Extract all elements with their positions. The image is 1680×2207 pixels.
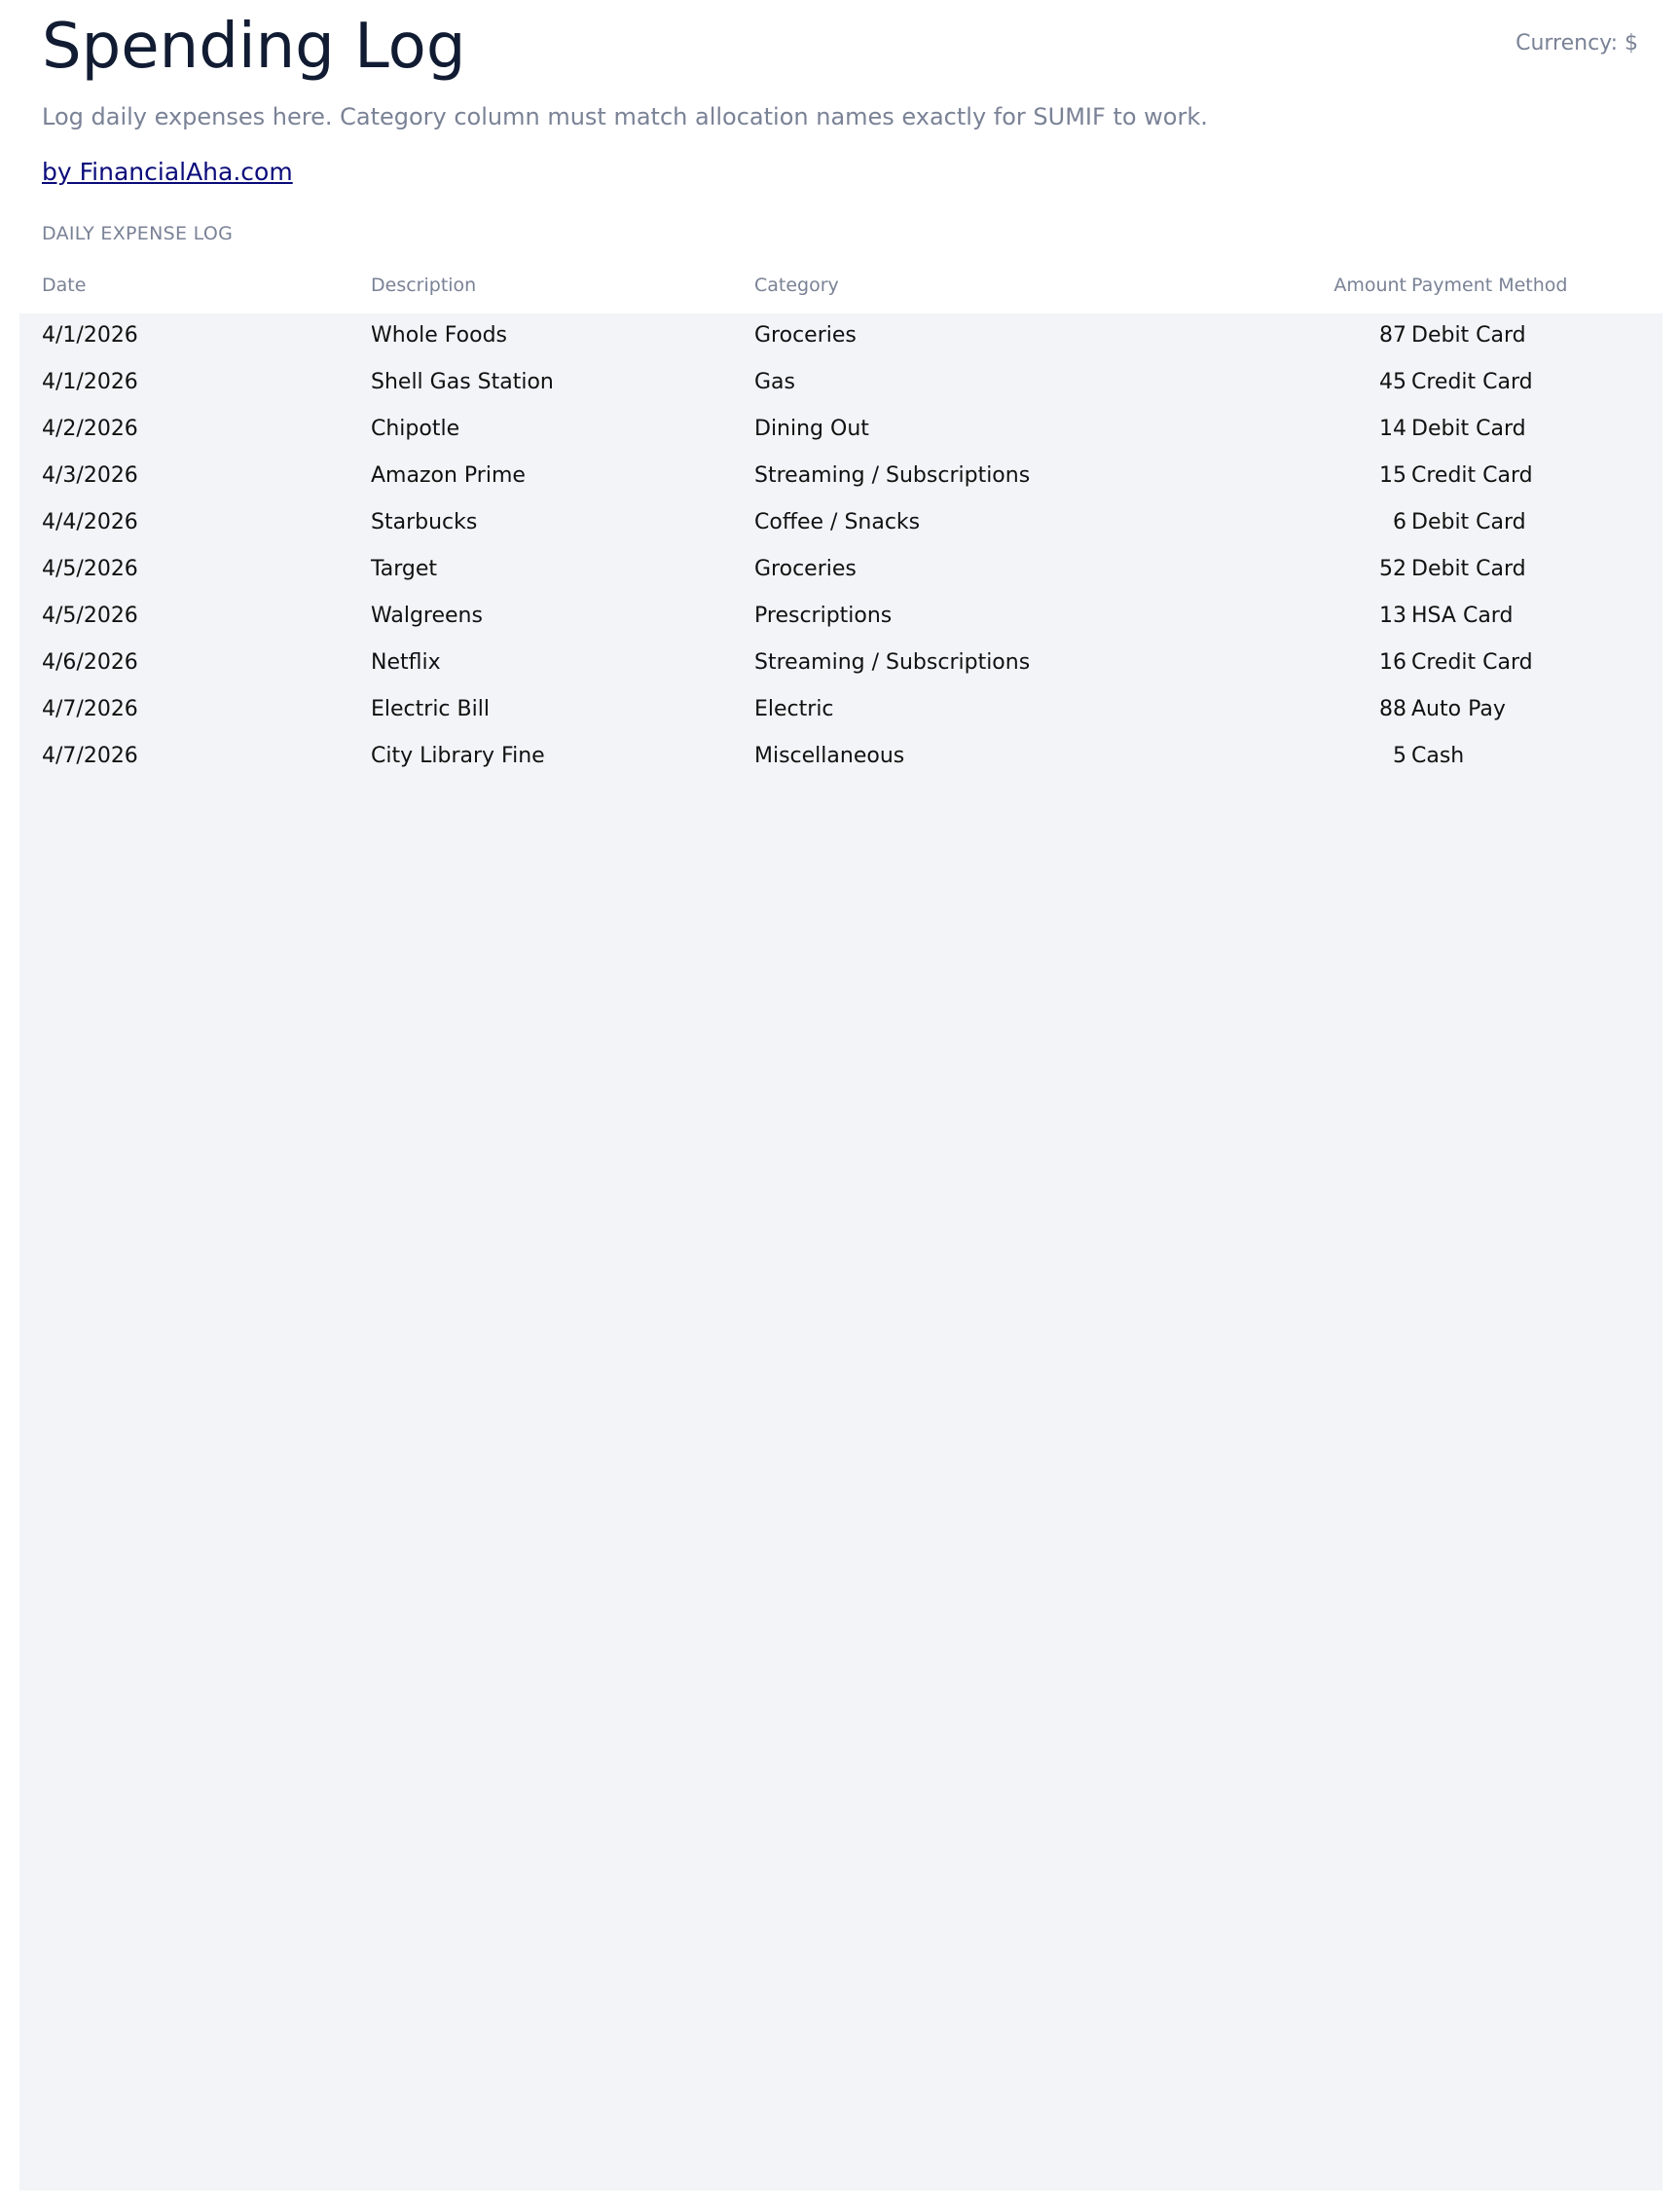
column-header-date: Date	[42, 275, 87, 296]
cell-amount[interactable]: 45	[1379, 370, 1406, 394]
table-row	[19, 407, 1662, 454]
cell-date[interactable]: 4/4/2026	[42, 510, 138, 534]
cell-date[interactable]: 4/5/2026	[42, 604, 138, 628]
cell-amount[interactable]: 16	[1379, 650, 1406, 675]
cell-description[interactable]: Walgreens	[371, 604, 483, 628]
cell-description[interactable]: Amazon Prime	[371, 463, 526, 488]
cell-category[interactable]: Streaming / Subscriptions	[754, 650, 1031, 675]
cell-payment-method[interactable]: Debit Card	[1411, 557, 1526, 581]
cell-description[interactable]: Chipotle	[371, 417, 460, 441]
cell-payment-method[interactable]: Cash	[1411, 744, 1465, 768]
page-title: Spending Log	[42, 11, 466, 83]
cell-category[interactable]: Streaming / Subscriptions	[754, 463, 1031, 488]
cell-payment-method[interactable]: Debit Card	[1411, 417, 1526, 441]
cell-amount[interactable]: 13	[1379, 604, 1406, 628]
cell-category[interactable]: Miscellaneous	[754, 744, 905, 768]
cell-description[interactable]: Starbucks	[371, 510, 478, 534]
cell-date[interactable]: 4/2/2026	[42, 417, 138, 441]
expense-table-body	[19, 313, 1662, 2190]
cell-description[interactable]: City Library Fine	[371, 744, 545, 768]
cell-date[interactable]: 4/7/2026	[42, 744, 138, 768]
table-row	[19, 594, 1662, 641]
cell-category[interactable]: Electric	[754, 697, 834, 721]
cell-description[interactable]: Netflix	[371, 650, 441, 675]
cell-payment-method[interactable]: Auto Pay	[1411, 697, 1506, 721]
cell-date[interactable]: 4/1/2026	[42, 323, 138, 348]
cell-category[interactable]: Groceries	[754, 323, 857, 348]
cell-category[interactable]: Coffee / Snacks	[754, 510, 921, 534]
cell-amount[interactable]: 87	[1379, 323, 1406, 348]
cell-category[interactable]: Gas	[754, 370, 795, 394]
cell-amount[interactable]: 15	[1379, 463, 1406, 488]
cell-description[interactable]: Electric Bill	[371, 697, 490, 721]
table-row	[19, 687, 1662, 734]
cell-description[interactable]: Whole Foods	[371, 323, 508, 348]
cell-date[interactable]: 4/7/2026	[42, 697, 138, 721]
cell-payment-method[interactable]: Credit Card	[1411, 370, 1533, 394]
cell-amount[interactable]: 5	[1393, 744, 1406, 768]
table-row	[19, 360, 1662, 407]
cell-amount[interactable]: 14	[1379, 417, 1406, 441]
column-header-category: Category	[754, 275, 839, 296]
column-header-payment-method: Payment Method	[1411, 275, 1568, 296]
cell-date[interactable]: 4/1/2026	[42, 370, 138, 394]
cell-category[interactable]: Prescriptions	[754, 604, 893, 628]
column-header-amount: Amount	[1333, 275, 1406, 296]
cell-description[interactable]: Target	[371, 557, 438, 581]
brand-link[interactable]: by FinancialAha.com	[42, 158, 293, 186]
cell-payment-method[interactable]: HSA Card	[1411, 604, 1514, 628]
table-row	[19, 454, 1662, 500]
table-row	[19, 500, 1662, 547]
section-label: DAILY EXPENSE LOG	[42, 223, 234, 244]
table-row	[19, 313, 1662, 360]
cell-payment-method[interactable]: Credit Card	[1411, 463, 1533, 488]
cell-date[interactable]: 4/3/2026	[42, 463, 138, 488]
cell-amount[interactable]: 88	[1379, 697, 1406, 721]
cell-date[interactable]: 4/5/2026	[42, 557, 138, 581]
cell-category[interactable]: Dining Out	[754, 417, 869, 441]
column-header-description: Description	[371, 275, 477, 296]
page-header	[42, 8, 1638, 86]
table-row	[19, 641, 1662, 687]
page-instructions: Log daily expenses here. Category column must match allocation names exactly for SUMIF to work.	[42, 103, 1208, 130]
cell-payment-method[interactable]: Credit Card	[1411, 650, 1533, 675]
table-row	[19, 547, 1662, 594]
table-header-row	[19, 273, 1662, 312]
cell-payment-method[interactable]: Debit Card	[1411, 323, 1526, 348]
cell-description[interactable]: Shell Gas Station	[371, 370, 554, 394]
currency-indicator: Currency: $	[1516, 31, 1638, 55]
cell-date[interactable]: 4/6/2026	[42, 650, 138, 675]
cell-payment-method[interactable]: Debit Card	[1411, 510, 1526, 534]
table-row	[19, 734, 1662, 781]
cell-category[interactable]: Groceries	[754, 557, 857, 581]
cell-amount[interactable]: 52	[1379, 557, 1406, 581]
cell-amount[interactable]: 6	[1393, 510, 1406, 534]
